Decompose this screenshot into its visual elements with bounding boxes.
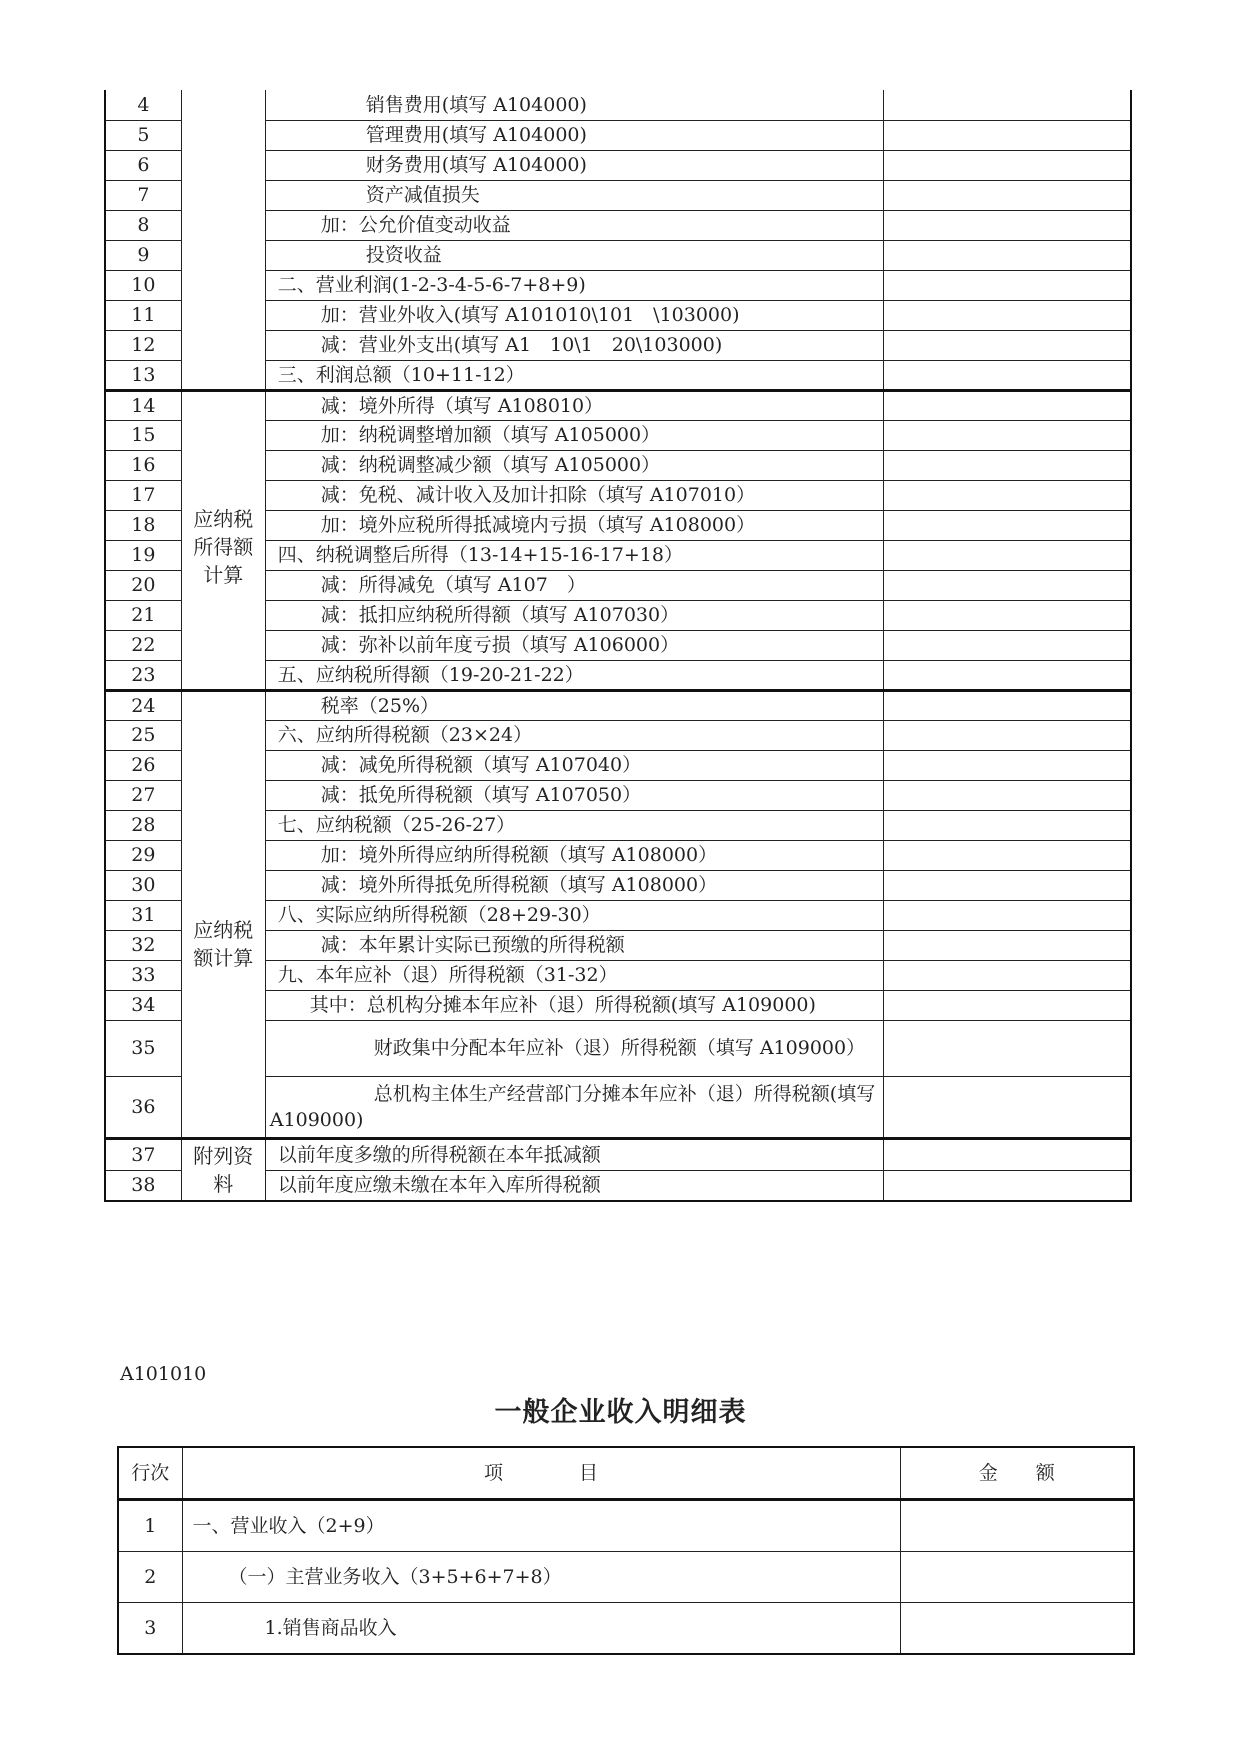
row-number: 16 <box>105 450 181 480</box>
row-item: 财政集中分配本年应补（退）所得税额（填写 A109000） <box>265 1020 883 1076</box>
table-header-row <box>118 1447 1134 1500</box>
row-number: 31 <box>105 900 181 930</box>
row-number: 3 <box>118 1603 182 1655</box>
amount-cell[interactable] <box>883 480 1131 510</box>
row-item: 减：抵免所得税额（填写 A107050） <box>265 780 883 810</box>
amount-cell[interactable] <box>883 1170 1131 1201</box>
row-number: 29 <box>105 840 181 870</box>
amount-cell[interactable] <box>883 1020 1131 1076</box>
amount-cell[interactable] <box>883 270 1131 300</box>
row-item: 一、营业收入（2+9） <box>182 1500 900 1552</box>
row-number: 33 <box>105 960 181 990</box>
amount-cell[interactable] <box>883 630 1131 660</box>
header-item: 项 目 <box>182 1447 900 1500</box>
amount-cell[interactable] <box>883 810 1131 840</box>
row-item: 二、营业利润(1-2-3-4-5-6-7+8+9) <box>265 270 883 300</box>
row-item: 五、应纳税所得额（19-20-21-22） <box>265 660 883 690</box>
amount-cell[interactable] <box>883 720 1131 750</box>
table-row <box>118 1603 1134 1655</box>
row-item: 总机构主体生产经营部门分摊本年应补（退）所得税额(填写 A109000) <box>265 1076 883 1138</box>
row-item: 加：营业外收入(填写 A101010\101 \103000) <box>265 300 883 330</box>
row-item: （一）主营业务收入（3+5+6+7+8） <box>182 1552 900 1603</box>
row-item: 减：本年累计实际已预缴的所得税额 <box>265 930 883 960</box>
row-number: 34 <box>105 990 181 1020</box>
amount-cell[interactable] <box>900 1500 1134 1552</box>
amount-cell[interactable] <box>883 240 1131 270</box>
row-number: 26 <box>105 750 181 780</box>
amount-cell[interactable] <box>900 1603 1134 1655</box>
row-item: 八、实际应纳所得税额（28+29-30） <box>265 900 883 930</box>
amount-cell[interactable] <box>883 750 1131 780</box>
row-number: 14 <box>105 390 181 420</box>
table-row <box>105 1138 1131 1170</box>
category-tax-payable: 应纳税额计算 <box>181 690 265 1138</box>
row-item: 减：纳税调整减少额（填写 A105000） <box>265 450 883 480</box>
row-number: 30 <box>105 870 181 900</box>
row-number: 18 <box>105 510 181 540</box>
amount-cell[interactable] <box>883 870 1131 900</box>
row-item: 七、应纳税额（25-26-27） <box>265 810 883 840</box>
row-item: 以前年度应缴未缴在本年入库所得税额 <box>265 1170 883 1201</box>
amount-cell[interactable] <box>883 840 1131 870</box>
amount-cell[interactable] <box>883 900 1131 930</box>
amount-cell[interactable] <box>883 660 1131 690</box>
category-appendix: 附列资料 <box>181 1138 265 1201</box>
row-item: 六、应纳所得税额（23×24） <box>265 720 883 750</box>
row-item: 四、纳税调整后所得（13-14+15-16-17+18） <box>265 540 883 570</box>
amount-cell[interactable] <box>883 420 1131 450</box>
table-title: 一般企业收入明细表 <box>494 1397 747 1428</box>
amount-cell[interactable] <box>883 300 1131 330</box>
row-item: 减：营业外支出(填写 A1 10\1 20\103000) <box>265 330 883 360</box>
row-number: 9 <box>105 240 181 270</box>
table-row <box>118 1552 1134 1603</box>
form-code: A101010 <box>120 1363 207 1385</box>
row-item: 管理费用(填写 A104000) <box>265 120 883 150</box>
row-number: 11 <box>105 300 181 330</box>
amount-cell[interactable] <box>883 570 1131 600</box>
category-cell-blank <box>181 90 265 390</box>
row-number: 25 <box>105 720 181 750</box>
row-number: 2 <box>118 1552 182 1603</box>
row-number: 1 <box>118 1500 182 1552</box>
row-number: 32 <box>105 930 181 960</box>
row-item: 加：境外应税所得抵减境内亏损（填写 A108000） <box>265 510 883 540</box>
row-item: 加：纳税调整增加额（填写 A105000） <box>265 420 883 450</box>
row-item: 加：境外所得应纳所得税额（填写 A108000） <box>265 840 883 870</box>
row-item: 九、本年应补（退）所得税额（31-32） <box>265 960 883 990</box>
row-item: 减：免税、减计收入及加计扣除（填写 A107010） <box>265 480 883 510</box>
row-item: 销售费用(填写 A104000) <box>265 90 883 120</box>
table-row <box>105 90 1131 120</box>
revenue-detail-table <box>117 1446 1135 1655</box>
row-number: 10 <box>105 270 181 300</box>
amount-cell[interactable] <box>883 390 1131 420</box>
table-row <box>118 1500 1134 1552</box>
amount-cell[interactable] <box>883 690 1131 720</box>
amount-cell[interactable] <box>883 780 1131 810</box>
row-number: 4 <box>105 90 181 120</box>
row-number: 20 <box>105 570 181 600</box>
row-item: 加：公允价值变动收益 <box>265 210 883 240</box>
amount-cell[interactable] <box>883 510 1131 540</box>
row-number: 37 <box>105 1138 181 1170</box>
row-item: 减：境外所得（填写 A108010） <box>265 390 883 420</box>
amount-cell[interactable] <box>883 450 1131 480</box>
header-row-number: 行次 <box>118 1447 182 1500</box>
amount-cell[interactable] <box>883 990 1131 1020</box>
amount-cell[interactable] <box>883 210 1131 240</box>
row-number: 12 <box>105 330 181 360</box>
row-number: 23 <box>105 660 181 690</box>
row-item: 财务费用(填写 A104000) <box>265 150 883 180</box>
row-number: 15 <box>105 420 181 450</box>
amount-cell[interactable] <box>883 1076 1131 1138</box>
row-number: 38 <box>105 1170 181 1201</box>
category-taxable-income: 应纳税所得额计算 <box>181 390 265 690</box>
row-item: 投资收益 <box>265 240 883 270</box>
table-row <box>105 690 1131 720</box>
amount-cell[interactable] <box>883 600 1131 630</box>
amount-cell[interactable] <box>883 120 1131 150</box>
row-number: 22 <box>105 630 181 660</box>
row-item: 减：所得减免（填写 A107 ） <box>265 570 883 600</box>
table-row <box>105 390 1131 420</box>
row-item: 1.销售商品收入 <box>182 1603 900 1655</box>
row-number: 36 <box>105 1076 181 1138</box>
amount-cell[interactable] <box>883 540 1131 570</box>
amount-cell[interactable] <box>883 960 1131 990</box>
row-number: 21 <box>105 600 181 630</box>
row-number: 6 <box>105 150 181 180</box>
row-number: 27 <box>105 780 181 810</box>
row-item: 减：弥补以前年度亏损（填写 A106000） <box>265 630 883 660</box>
row-number: 24 <box>105 690 181 720</box>
tax-return-table <box>104 90 1132 1202</box>
row-item: 资产减值损失 <box>265 180 883 210</box>
amount-cell[interactable] <box>900 1552 1134 1603</box>
row-number: 19 <box>105 540 181 570</box>
row-item: 税率（25%） <box>265 690 883 720</box>
row-item: 三、利润总额（10+11-12） <box>265 360 883 390</box>
amount-cell[interactable] <box>883 150 1131 180</box>
row-item: 减：抵扣应纳税所得额（填写 A107030） <box>265 600 883 630</box>
row-number: 17 <box>105 480 181 510</box>
row-number: 28 <box>105 810 181 840</box>
row-number: 13 <box>105 360 181 390</box>
header-amount: 金 额 <box>900 1447 1134 1500</box>
row-number: 5 <box>105 120 181 150</box>
row-number: 35 <box>105 1020 181 1076</box>
row-item: 减：境外所得抵免所得税额（填写 A108000） <box>265 870 883 900</box>
amount-cell[interactable] <box>883 330 1131 360</box>
amount-cell[interactable] <box>883 90 1131 120</box>
row-item: 以前年度多缴的所得税额在本年抵减额 <box>265 1138 883 1170</box>
amount-cell[interactable] <box>883 1138 1131 1170</box>
amount-cell[interactable] <box>883 360 1131 390</box>
amount-cell[interactable] <box>883 180 1131 210</box>
row-item: 减：减免所得税额（填写 A107040） <box>265 750 883 780</box>
row-number: 7 <box>105 180 181 210</box>
row-item: 其中：总机构分摊本年应补（退）所得税额(填写 A109000) <box>265 990 883 1020</box>
row-number: 8 <box>105 210 181 240</box>
amount-cell[interactable] <box>883 930 1131 960</box>
